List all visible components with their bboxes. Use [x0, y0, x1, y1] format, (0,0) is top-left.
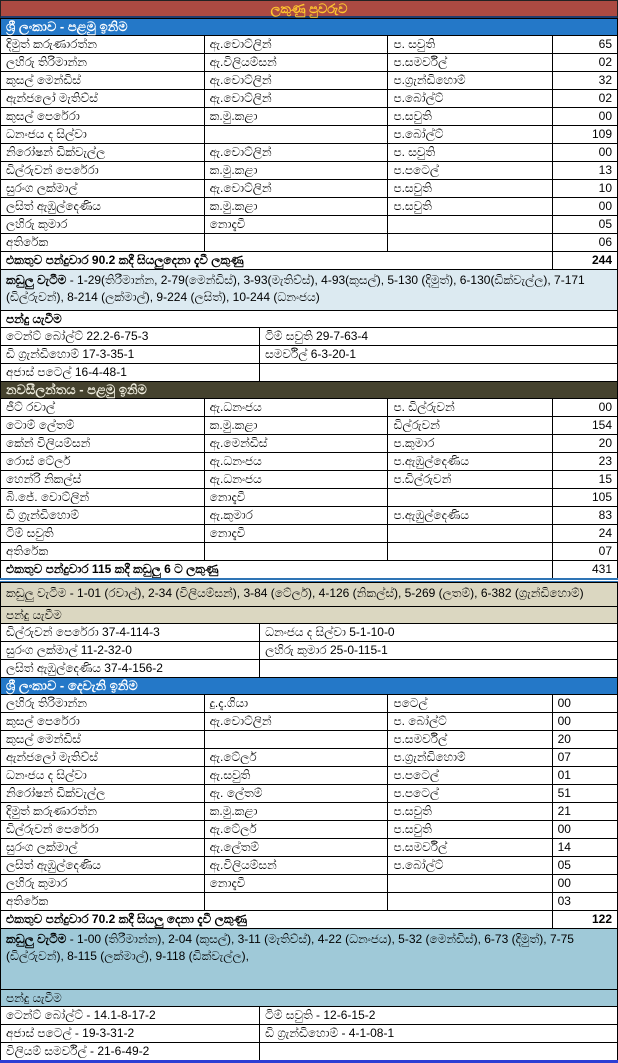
batsman-name: ඩිල්රුවන් පෙරේරා	[1, 821, 205, 839]
bowling-table	[0, 1006, 618, 1061]
batting-row	[1, 785, 618, 803]
runs: 65	[552, 36, 617, 54]
bowling-row	[1, 1007, 618, 1025]
bowling-figures: සමර්විල් 6-3-20-1	[260, 346, 618, 364]
bowling-row	[1, 642, 618, 660]
batting-row	[1, 108, 618, 126]
bowling-figures: ඩි ග්‍රැන්ඩිහොම් - 4-1-08-1	[260, 1025, 618, 1043]
runs: 00	[552, 875, 617, 893]
batting-row	[1, 749, 618, 767]
total-row	[1, 561, 618, 579]
batsman-name: ජීට් රවාල්	[1, 399, 205, 417]
runs: 105	[552, 489, 617, 507]
runs: 23	[552, 453, 617, 471]
bowling-row	[1, 1043, 618, 1061]
dismissal	[204, 543, 388, 561]
bowler	[388, 875, 552, 893]
bowler: ප.ඩිල්රුවන්	[388, 471, 552, 489]
batting-row	[1, 525, 618, 543]
batting-row	[1, 417, 618, 435]
batsman-name: ධනංජය ද සිල්වා	[1, 767, 205, 785]
batsman-name: කුසල් පෙරේරා	[1, 713, 205, 731]
batting-row	[1, 893, 618, 911]
fall-of-wickets-detail: - 1-29(තිරීමාන්න, 2-79(මෙන්ඩිස්), 3-93(මැතිව්ස්), 4-93(කුසල්), 5-130 (දිමුත්), 6-130(ඩික්වැල්ල), 7-171 (ඩිල්රුවන්), 8-214 (ලක්මාල්), 9-224 (ලසිත්), 10-244 (ධනංජය)	[6, 273, 585, 304]
dismissal: නොදැවී	[204, 525, 388, 543]
batting-table	[0, 694, 618, 929]
bowling-figures: සුරංග ලක්මාල් 11-2-32-0	[1, 642, 260, 660]
batsman-name: ඇන්ජලෝ මැතිව්ස්	[1, 749, 205, 767]
fall-of-wickets-box	[0, 928, 618, 990]
batting-row	[1, 144, 618, 162]
total-row	[1, 252, 618, 270]
fall-of-wickets-box	[0, 269, 618, 311]
batsman-name: ධනංජය ද සිල්වා	[1, 126, 205, 144]
runs: 21	[552, 803, 617, 821]
bowler: ප.කුමාර	[388, 435, 552, 453]
runs: 20	[552, 731, 617, 749]
batsman-name: ඩි ග්‍රැන්ඩිහොම්	[1, 507, 205, 525]
runs: 14	[552, 839, 617, 857]
dismissal: ඇ.වොට්ලින්	[204, 90, 388, 108]
batting-row	[1, 839, 618, 857]
dismissal: ඇ.ධනංජය	[204, 453, 388, 471]
dismissal	[204, 731, 388, 749]
batting-table	[0, 35, 618, 270]
bowling-heading: පන්දු යැවීම	[0, 310, 618, 328]
runs: 10	[552, 180, 617, 198]
innings-section	[0, 18, 618, 382]
batting-row	[1, 36, 618, 54]
bowler: ප.සවුති	[388, 108, 552, 126]
bowler: ප. සවුති	[388, 144, 552, 162]
batting-row	[1, 216, 618, 234]
bowler: ප.පටෙල්	[388, 162, 552, 180]
page-title: ලකුණු පුවරුව	[0, 0, 618, 19]
batsman-name: ටිම් සවුති	[1, 525, 205, 543]
bowler	[388, 489, 552, 507]
bowling-figures: අජාස් පටෙල් - 19-3-31-2	[1, 1025, 260, 1043]
dismissal: ක.මු.කළා	[204, 108, 388, 126]
batsman-name: අතිරේක	[1, 543, 205, 561]
fall-of-wickets-title: කඩුලු වැටීම	[6, 273, 67, 287]
batting-row	[1, 234, 618, 252]
bowler: ප.ග්‍රැන්ඩිහොම්	[388, 72, 552, 90]
batsman-name: සුරංග ලක්මාල්	[1, 180, 205, 198]
bowler: ප.ග්‍රැන්ඩිහොම්	[388, 749, 552, 767]
dismissal: ඇ.වොට්ලින්	[204, 180, 388, 198]
dismissal: ඇ.ලේතම්	[204, 839, 388, 857]
bowling-figures: ටෙන්ට් බෝල්ට් - 14.1-8-17-2	[1, 1007, 260, 1025]
runs: 154	[552, 417, 617, 435]
total-label: එකතුව පන්දුවාර 90.2 කදී සියලුදෙනා දැවී ලකුණු	[1, 252, 553, 270]
dismissal: ඇ.ටේලර්	[204, 749, 388, 767]
dismissal: ඇ.විලියම්සන්	[204, 54, 388, 72]
batting-row	[1, 90, 618, 108]
total-runs: 431	[552, 561, 617, 579]
batsman-name: අතිරේක	[1, 234, 205, 252]
batsman-name: කුසල් පෙරේරා	[1, 108, 205, 126]
total-label: එකතුව පන්දුවාර 70.2 කදී සියලු දෙනා දැවී ලකුණු	[1, 911, 553, 929]
bowling-figures	[260, 660, 618, 678]
innings-header: නවසීලන්තය - පළමු ඉනිම	[0, 381, 618, 399]
batsman-name: හෙන්රි නිකල්ස්	[1, 471, 205, 489]
innings-section	[0, 677, 618, 1061]
bowler	[388, 543, 552, 561]
bowling-figures: ටිම් සවුති 29-7-63-4	[260, 328, 618, 346]
batsman-name: ඩිල්රුවන් පෙරේරා	[1, 162, 205, 180]
runs: 20	[552, 435, 617, 453]
bowler: ප.සමර්විල්	[388, 731, 552, 749]
dismissal: ඇ.විලියම්සන්	[204, 857, 388, 875]
batting-row	[1, 198, 618, 216]
bowler: ප. සවුති	[388, 36, 552, 54]
bowling-table	[0, 623, 618, 678]
bowling-figures	[260, 364, 618, 382]
batting-row	[1, 821, 618, 839]
batsman-name: රොස් ටේලර්	[1, 453, 205, 471]
bowling-figures: ටිම් සවුති - 12-6-15-2	[260, 1007, 618, 1025]
batsman-name: ලහිරු කුමාර	[1, 875, 205, 893]
bowler: ප.සවුති	[388, 821, 552, 839]
bowling-figures: ධනංජය ද සිල්වා 5-1-10-0	[260, 624, 618, 642]
bowling-figures: විලියම් සමර්විල් - 21-6-49-2	[1, 1043, 260, 1061]
bowler: ප.පටෙල්	[388, 767, 552, 785]
bowler: ප. බෝල්ට්	[388, 713, 552, 731]
batsman-name: සුරංග ලක්මාල්	[1, 839, 205, 857]
dismissal: ක.මු.කළා	[204, 162, 388, 180]
bowler: ප.ඇඹුල්දෙණිය	[388, 453, 552, 471]
batting-row	[1, 875, 618, 893]
batting-row	[1, 126, 618, 144]
scorecard-sections	[0, 18, 618, 1061]
bowling-row	[1, 328, 618, 346]
bowling-figures: ඩිල්රුවන් පෙරේරා 37-4-114-3	[1, 624, 260, 642]
batting-row	[1, 857, 618, 875]
batsman-name: ලසිත් ඇඹුල්දෙණිය	[1, 857, 205, 875]
bowling-figures: අජාස් පටෙල් 16-4-48-1	[1, 364, 260, 382]
runs: 03	[552, 893, 617, 911]
bowling-table	[0, 327, 618, 382]
runs: 05	[552, 857, 617, 875]
bowling-row	[1, 624, 618, 642]
runs: 24	[552, 525, 617, 543]
batsman-name: බි.ජේ. වොට්ලින්	[1, 489, 205, 507]
batting-row	[1, 453, 618, 471]
dismissal: ඇ.ටේලර්	[204, 821, 388, 839]
bowler	[388, 893, 552, 911]
bowler: ප.පටෙල්	[388, 785, 552, 803]
dismissal: ඇ.මෙන්ඩිස්	[204, 435, 388, 453]
runs: 00	[552, 713, 617, 731]
bowler: ප.බෝල්ට්	[388, 126, 552, 144]
batsman-name: දිමුත් කරුණාරත්න	[1, 36, 205, 54]
dismissal: ඇ.වොට්ලින්	[204, 144, 388, 162]
batting-row	[1, 695, 618, 713]
bowler	[388, 216, 552, 234]
batsman-name: ටොම් ලේතම්	[1, 417, 205, 435]
bowling-heading: පන්දු යැවීම	[0, 989, 618, 1007]
bowler: ප.සවුති	[388, 803, 552, 821]
bowling-row	[1, 364, 618, 382]
bowling-figures: ඩි ග්‍රැන්ඩිහොම් 17-3-35-1	[1, 346, 260, 364]
batting-row	[1, 435, 618, 453]
runs: 01	[552, 767, 617, 785]
batting-row	[1, 471, 618, 489]
dismissal: ඇ.සවුති	[204, 767, 388, 785]
dismissal: නොදැවී	[204, 216, 388, 234]
bowler: ප. ඩිල්රුවන්	[388, 399, 552, 417]
batting-row	[1, 543, 618, 561]
dismissal: දු.දැ.ගියා	[204, 695, 388, 713]
batting-table	[0, 398, 618, 579]
batsman-name: නිරෝෂන් ඩික්වැල්ල	[1, 144, 205, 162]
batsman-name: අතිරේක	[1, 893, 205, 911]
batsman-name: ලහිරු කුමාර	[1, 216, 205, 234]
dismissal: ක.මු.කළා	[204, 417, 388, 435]
fall-of-wickets-detail: - 1-01 (රවාල්), 2-34 (විලියම්සන්), 3-84 (ටේලර්), 4-126 (නිකල්ස්), 5-269 (ලතම්), 6-382 (ග්‍රැන්ඩිහොම්)	[66, 586, 584, 600]
runs: 00	[552, 695, 617, 713]
dismissal	[204, 893, 388, 911]
fall-of-wickets-detail: - 1-00 (තිරීමාන්න), 2-04 (කුසල්), 3-11 (මැතිව්ස්), 4-22 (ධනංජය), 5-32 (මෙන්ඩිස්), 6-73 (දිමුත්), 7-75 (ඩිල්රුවන්), 8-115 (ලක්මාල්), 9-118 (ඩික්වැල්ල),	[6, 932, 574, 963]
batting-row	[1, 180, 618, 198]
dismissal: නොදැවී	[204, 489, 388, 507]
runs: 02	[552, 54, 617, 72]
bowling-row	[1, 346, 618, 364]
batsman-name: කුසල් මෙන්ඩිස්	[1, 731, 205, 749]
total-runs: 122	[552, 911, 617, 929]
bowler: පටෙල්	[388, 695, 552, 713]
runs: 00	[552, 399, 617, 417]
runs: 00	[552, 198, 617, 216]
fall-of-wickets-box	[0, 582, 618, 607]
dismissal: ඇ.වොට්ලින්	[204, 72, 388, 90]
dismissal	[204, 234, 388, 252]
dismissal	[204, 126, 388, 144]
dismissal: ඇ.වොට්ලින්	[204, 36, 388, 54]
runs: 51	[552, 785, 617, 803]
innings-section	[0, 381, 618, 678]
runs: 07	[552, 543, 617, 561]
bowler: ප.සමර්විල්	[388, 839, 552, 857]
fall-of-wickets-title: කඩුලු වැටීම	[6, 586, 67, 600]
runs: 83	[552, 507, 617, 525]
batsman-name: කුසල් මෙන්ඩිස්	[1, 72, 205, 90]
total-row	[1, 911, 618, 929]
bowling-row	[1, 1025, 618, 1043]
dismissal: ඇ.ධනංජය	[204, 471, 388, 489]
runs: 06	[552, 234, 617, 252]
total-runs: 244	[552, 252, 617, 270]
batsman-name: ඇන්ජලෝ මැතිව්ස්	[1, 90, 205, 108]
bowler: ප.සවුති	[388, 180, 552, 198]
batsman-name: ලහිරු තිරිමාන්න	[1, 695, 205, 713]
batting-row	[1, 54, 618, 72]
bowler: ඩිල්රුවන්	[388, 417, 552, 435]
bowler: ප.සමර්විල්	[388, 54, 552, 72]
runs: 02	[552, 90, 617, 108]
runs: 109	[552, 126, 617, 144]
fall-of-wickets-title: කඩුලු වැටීම	[6, 932, 67, 946]
dismissal: නොදැවී	[204, 875, 388, 893]
bowler: ප.බෝල්ට්	[388, 90, 552, 108]
bowling-figures: ලහිරු කුමාර 25-0-115-1	[260, 642, 618, 660]
total-label: එකතුව පන්දුවාර 115 කදී කඩුලු 6 ට ලකුණු	[1, 561, 553, 579]
dismissal: ක.මු.කළා	[204, 803, 388, 821]
dismissal: ක.මු.කළා	[204, 198, 388, 216]
bowling-figures: ලසිත් ඇඹුල්දෙණිය 37-4-156-2	[1, 660, 260, 678]
runs: 07	[552, 749, 617, 767]
dismissal: ඇ.වොට්ලින්	[204, 713, 388, 731]
bowler: ප.සවුති	[388, 198, 552, 216]
batting-row	[1, 803, 618, 821]
batsman-name: ලසිත් ඇඹුල්දෙණිය	[1, 198, 205, 216]
batsman-name: ලහිරු තිරිමාන්න	[1, 54, 205, 72]
batting-row	[1, 489, 618, 507]
batting-row	[1, 713, 618, 731]
runs: 05	[552, 216, 617, 234]
batsman-name: නිරෝෂන් ඩික්වැල්ල	[1, 785, 205, 803]
runs: 00	[552, 821, 617, 839]
batsman-name: කේන් විලියම්සන්	[1, 435, 205, 453]
batsman-name: දිමුත් කරුණාරත්න	[1, 803, 205, 821]
dismissal: ඇ.කුමාර	[204, 507, 388, 525]
batting-row	[1, 72, 618, 90]
batting-row	[1, 399, 618, 417]
bowler: ප.ඇඹුල්දෙණිය	[388, 507, 552, 525]
batting-row	[1, 731, 618, 749]
bowling-row	[1, 660, 618, 678]
dismissal: ඇ.ධනංජය	[204, 399, 388, 417]
batting-row	[1, 507, 618, 525]
runs: 32	[552, 72, 617, 90]
bowler: ප.බෝල්ට්	[388, 857, 552, 875]
runs: 15	[552, 471, 617, 489]
batting-row	[1, 767, 618, 785]
batting-row	[1, 162, 618, 180]
bowling-figures	[260, 1043, 618, 1061]
runs: 00	[552, 144, 617, 162]
runs: 00	[552, 108, 617, 126]
runs: 13	[552, 162, 617, 180]
bowler	[388, 525, 552, 543]
bowling-figures: ටෙන්ට් බෝල්ට් 22.2-6-75-3	[1, 328, 260, 346]
bowling-heading: පන්දු යැවීම	[0, 606, 618, 624]
innings-header: ශ්‍රී ලංකාව - දෙවැනි ඉනිම	[0, 677, 618, 695]
dismissal: ඇ. ලේතම්	[204, 785, 388, 803]
innings-header: ශ්‍රී ලංකාව - පළමු ඉනිම	[0, 18, 618, 36]
bowler	[388, 234, 552, 252]
